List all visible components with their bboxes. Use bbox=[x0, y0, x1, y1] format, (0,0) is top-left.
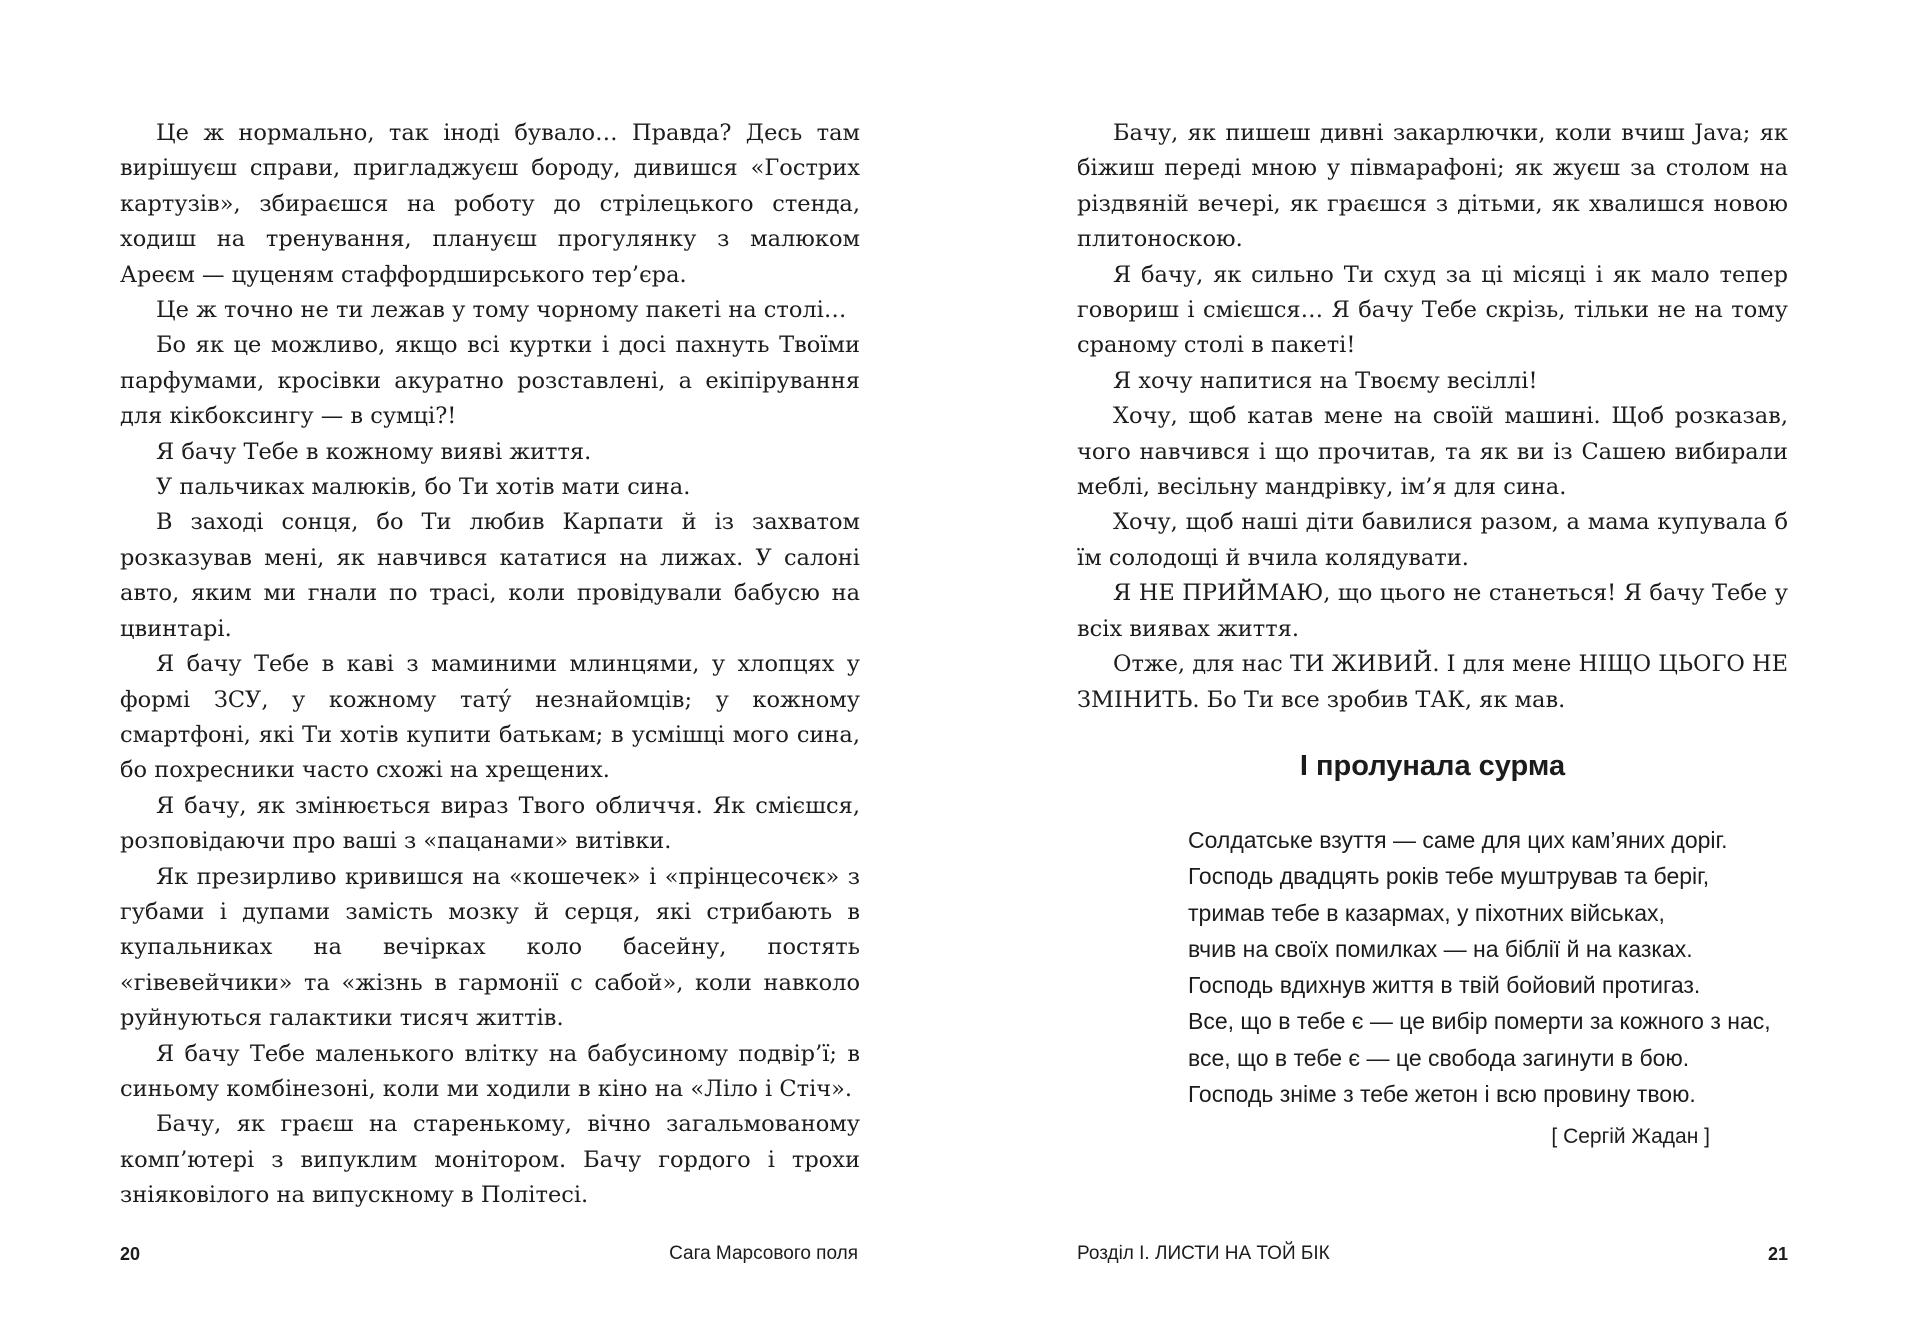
page-number-left: 20 bbox=[120, 1244, 141, 1264]
paragraph: Це ж точно не ти лежав у тому чорному пакеті на столі… bbox=[156, 297, 847, 324]
poem-line: Господь зніме з тебе жетон і всю провину твою. bbox=[1188, 1081, 1696, 1108]
paragraph: Це ж нормально, так іноді бувало… Правда? Десь там вирішуєш справи, пригладжуєш бороду, дивишся «Гострих картузів», збираєшся на роботу до стрілецького стенда, ходиш на тренування, плануєш прогулянку з малюком Ареєм — цуценям стаффордширського тер’єра. bbox=[120, 120, 860, 288]
paragraph: Я бачу Тебе в каві з маминими млинцями, у хлопцях у формі ЗСУ, у кожному тату́ незнайомців; у кожному смартфоні, які Ти хотів купити батькам; в усмішці мого сина, бо похресники часто схожі на хрещених. bbox=[120, 651, 860, 784]
paragraph: Хочу, щоб катав мене на своїй машині. Щоб розказав, чого навчився і що прочитав, та як ви із Сашею вибирали меблі, весільну мандрівку, ім’я для сина. bbox=[1077, 403, 1788, 501]
paragraph: Я НЕ ПРИЙМАЮ, що цього не станеться! Я бачу Тебе у всіх виявах життя. bbox=[1077, 580, 1788, 642]
paragraph: Хочу, щоб наші діти бавилися разом, а мама купувала б їм солодощі й вчила колядувати. bbox=[1077, 509, 1788, 571]
page-number-right: 21 bbox=[1767, 1244, 1788, 1264]
left-page-body-text bbox=[120, 116, 860, 1214]
poem-line: Господь вдихнув життя в твій бойовий протигаз. bbox=[1188, 972, 1701, 999]
paragraph: Бо як це можливо, якщо всі куртки і досі пахнуть Твоїми парфумами, кросівки акуратно розставлені, а екіпірування для кікбоксингу — в сумці?! bbox=[120, 332, 860, 430]
running-head-book-title: Сага Марсового поля bbox=[669, 1243, 858, 1264]
poem-line: Господь двадцять років тебе муштрував та беріг, bbox=[1188, 863, 1710, 890]
paragraph: Я бачу Тебе маленького влітку на бабусиному подвір’ї; в синьому комбінезоні, коли ми ходили в кіно на «Ліло і Стіч». bbox=[120, 1040, 860, 1102]
paragraph: Я бачу, як сильно Ти схуд за ці місяці і як мало тепер говориш і смієшся… Я бачу Тебе скрізь, тільки не на тому сраному столі в пакеті! bbox=[1077, 261, 1788, 359]
poem-line: все, що в тебе є — це свобода загинути в бою. bbox=[1188, 1044, 1690, 1071]
poem-line: Солдатське взуття — саме для цих кам’яних доріг. bbox=[1188, 827, 1728, 853]
right-page bbox=[960, 0, 1920, 1324]
epigraph-poem bbox=[1188, 822, 1771, 1112]
paragraph: Я бачу Тебе в кожному вияві життя. bbox=[156, 438, 592, 465]
poem-line: Все, що в тебе є — це вибір померти за кожного з нас, bbox=[1188, 1008, 1771, 1035]
right-page-body-text bbox=[1077, 116, 1788, 718]
section-title: І пролунала сурма bbox=[1299, 750, 1566, 782]
poem-line: тримав тебе в казармах, у піхотних військах, bbox=[1188, 899, 1665, 926]
paragraph: Як презирливо кривишся на «кошечек» і «прінцесочєк» з губами і дупами замість мозку й серця, які стрибають в купальниках на вечірках коло басейну, постять «гівевейчики» та «жізнь в гармонії с сабой», коли навколо руйнуються галактики тисяч життів. bbox=[120, 863, 860, 1032]
paragraph: Бачу, як пишеш дивні закарлючки, коли вчиш Java; як біжиш переді мною у півмарафоні; як жуєш за столом на різдвяній вечері, як граєшся з дітьми, як хвалишся новою плитоноскою. bbox=[1077, 120, 1788, 253]
paragraph: В заході сонця, бо Ти любив Карпати й із захватом розказував мені, як навчився кататися на лижах. У салоні авто, яким ми гнали по трасі, коли провідували бабусю на цвинтарі. bbox=[120, 509, 860, 642]
poem-line: вчив на своїх помилках — на біблії й на казках. bbox=[1188, 935, 1693, 962]
paragraph: Я хочу напитися на Твоєму весіллі! bbox=[1113, 367, 1538, 394]
paragraph: Я бачу, як змінюється вираз Твого обличчя. Як смієшся, розповідаючи про ваші з «пацанами» витівки. bbox=[120, 792, 860, 855]
paragraph: Отже, для нас ТИ ЖИВИЙ. І для мене НІЩО ЦЬОГО НЕ ЗМІНИТЬ. Бо Ти все зробив ТАК, як мав. bbox=[1077, 651, 1788, 713]
poem-attribution: [ Сергій Жадан ] bbox=[1551, 1125, 1710, 1148]
running-head-chapter: Розділ І. ЛИСТИ НА ТОЙ БІК bbox=[1077, 1243, 1330, 1264]
paragraph: У пальчиках малюків, бо Ти хотів мати сина. bbox=[156, 474, 691, 501]
paragraph: Бачу, як граєш на старенькому, вічно загальмованому комп’ютері з випуклим монітором. Бачу гордого і трохи зніяковілого на випускному в Політесі. bbox=[120, 1111, 860, 1209]
